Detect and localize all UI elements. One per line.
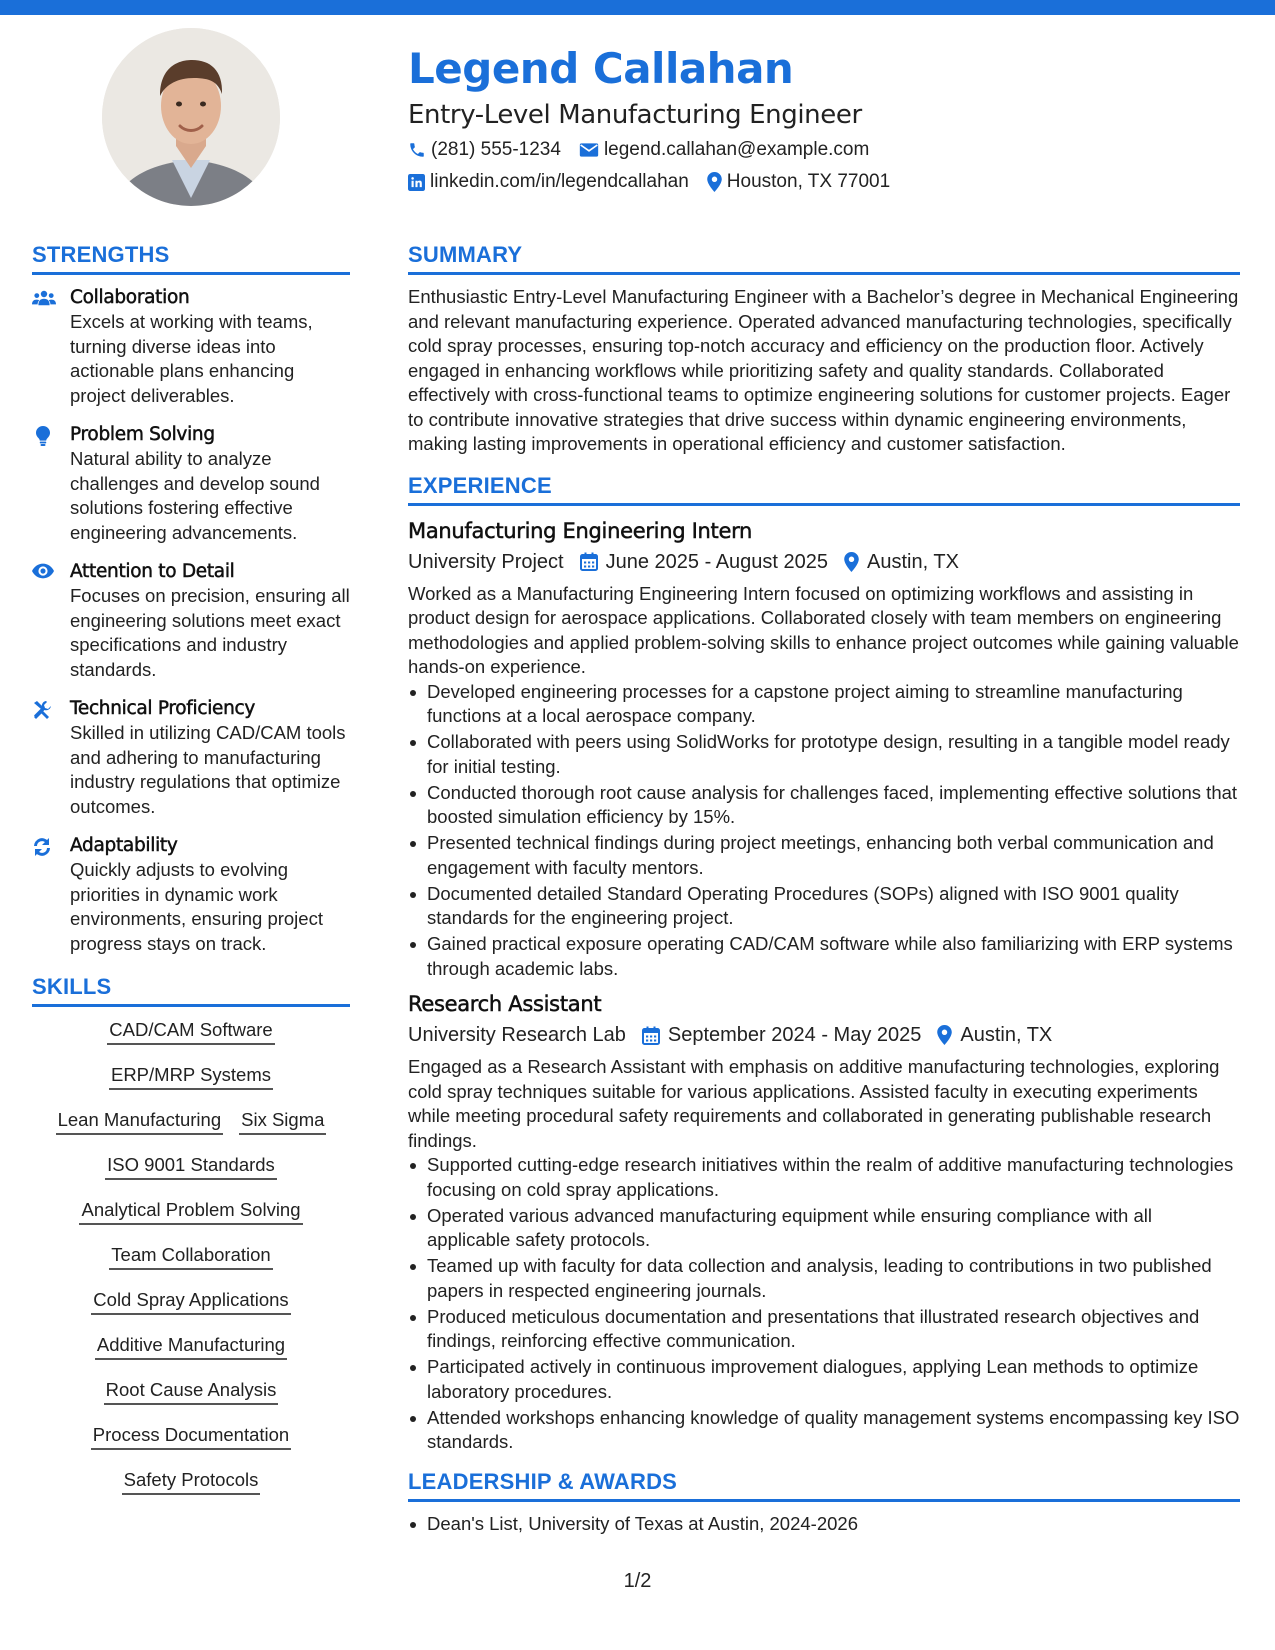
job-dates bbox=[642, 1019, 922, 1051]
list-item: Attended workshops enhancing knowledge of quality management systems encompassing key ISO standards. bbox=[408, 1406, 1240, 1455]
list-item: Presented technical findings during project meetings, enhancing both verbal communication and engagement with faculty mentors. bbox=[408, 831, 1240, 880]
skills-list bbox=[32, 1017, 350, 1512]
job-org-text: University Research Lab bbox=[408, 1024, 626, 1046]
skill-tag: Team Collaboration bbox=[109, 1242, 272, 1270]
profile-photo-illustration bbox=[102, 28, 280, 206]
lightbulb-icon bbox=[36, 426, 50, 446]
map-pin-icon bbox=[937, 1025, 952, 1045]
calendar-icon bbox=[580, 552, 598, 571]
contact-row-2 bbox=[408, 166, 1238, 198]
tools-icon bbox=[32, 700, 52, 720]
strength-desc: Natural ability to analyze challenges and develop sound solutions fostering effective engineering advancements. bbox=[70, 448, 320, 543]
job-location-text: Austin, TX bbox=[867, 550, 959, 573]
strength-title: Collaboration bbox=[70, 287, 190, 308]
job-entry bbox=[408, 989, 1240, 1455]
strength-desc: Skilled in utilizing CAD/CAM tools and adhering to manufacturing industry regulations that optimize outcomes. bbox=[70, 722, 346, 817]
strength-title: Problem Solving bbox=[70, 424, 215, 445]
page-number: 1/2 bbox=[623, 1570, 652, 1592]
skill-tag: ISO 9001 Standards bbox=[105, 1152, 277, 1180]
skills-heading: SKILLS bbox=[32, 970, 350, 1007]
strength-item bbox=[32, 696, 350, 819]
top-accent-bar bbox=[0, 0, 1275, 15]
job-dates-text: June 2025 - August 2025 bbox=[605, 550, 829, 573]
candidate-name: Legend Callahan bbox=[408, 44, 794, 93]
job-org bbox=[408, 1019, 626, 1051]
eye-icon bbox=[32, 563, 54, 579]
strength-desc: Quickly adjusts to evolving priorities in dynamic work environments, ensuring project progress stays on track. bbox=[70, 859, 323, 954]
phone-text: (281) 555-1234 bbox=[431, 139, 561, 160]
skill-tag: Cold Spray Applications bbox=[91, 1287, 290, 1315]
profile-photo bbox=[102, 28, 280, 206]
job-bullets bbox=[408, 1153, 1240, 1455]
map-pin-icon bbox=[844, 552, 859, 572]
email-icon bbox=[579, 142, 599, 158]
skill-tag: CAD/CAM Software bbox=[107, 1017, 274, 1045]
strength-item bbox=[32, 285, 350, 408]
skill-tag: Additive Manufacturing bbox=[95, 1332, 287, 1360]
list-item: Teamed up with faculty for data collection and analysis, leading to contributions in two published papers in respected engineering journals. bbox=[408, 1254, 1240, 1303]
job-meta bbox=[408, 1019, 1240, 1051]
contact-email[interactable] bbox=[579, 139, 869, 161]
list-item: Supported cutting-edge research initiatives within the realm of additive manufacturing technologies focusing on cold spray applications. bbox=[408, 1153, 1240, 1202]
users-icon bbox=[32, 289, 56, 307]
list-item: Dean's List, University of Texas at Austin, 2024-2026 bbox=[408, 1512, 1240, 1537]
phone-icon bbox=[408, 141, 426, 159]
skill-tag: Safety Protocols bbox=[122, 1467, 261, 1495]
list-item: Collaborated with peers using SolidWorks for prototype design, resulting in a tangible model ready for initial testing. bbox=[408, 730, 1240, 779]
summary-heading: SUMMARY bbox=[408, 238, 1240, 275]
skill-tag: Six Sigma bbox=[239, 1107, 326, 1135]
refresh-icon bbox=[32, 837, 52, 857]
job-dates bbox=[580, 546, 828, 578]
email-text: legend.callahan@example.com bbox=[603, 139, 870, 160]
list-item: Operated various advanced manufacturing equipment while ensuring compliance with all applicable safety protocols. bbox=[408, 1204, 1240, 1253]
candidate-title: Entry-Level Manufacturing Engineer bbox=[408, 100, 862, 130]
list-item: Gained practical exposure operating CAD/CAM software while also familiarizing with ERP systems through academic labs. bbox=[408, 932, 1240, 981]
list-item: Documented detailed Standard Operating Procedures (SOPs) aligned with ISO 9001 quality standards for the engineering project. bbox=[408, 882, 1240, 931]
skill-tag: Process Documentation bbox=[91, 1422, 291, 1450]
job-location bbox=[937, 1019, 1052, 1051]
contact-row-1 bbox=[408, 134, 1238, 166]
list-item: Produced meticulous documentation and presentations that illustrated research objectives and findings, reinforcing effective communication. bbox=[408, 1305, 1240, 1354]
job-entry bbox=[408, 516, 1240, 982]
job-description: Worked as a Manufacturing Engineering Intern focused on optimizing workflows and assisting in product design for aerospace applications. Collaborated closely with team members on engineering methodologies and applied problem-solving skills to enhance project outcomes while gaining valuable hands-on experience. bbox=[408, 582, 1239, 677]
summary-text: Enthusiastic Entry-Level Manufacturing Engineer with a Bachelor’s degree in Mechanical Engineering and relevant manufacturing experience. Operated advanced manufacturing technologies, specifically cold spray processes, ensuring top-notch accuracy and efficiency on the production floor. Actively engaged in enhancing workflows while prioritizing safety and quality standards. Collaborated effectively with cross-functional teams to optimize engineering solutions for customer projects. Eager to contribute innovative strategies that drive success within dynamic engineering environments, making lasting improvements in operational efficiency and customer satisfaction. bbox=[408, 286, 1239, 454]
strength-title: Technical Proficiency bbox=[70, 698, 256, 719]
list-item: Developed engineering processes for a capstone project aiming to streamline manufacturing functions at a local aerospace company. bbox=[408, 680, 1240, 729]
map-pin-icon bbox=[707, 172, 722, 192]
skill-tag: Root Cause Analysis bbox=[104, 1377, 279, 1405]
strength-title: Adaptability bbox=[70, 835, 178, 856]
skill-tag: ERP/MRP Systems bbox=[109, 1062, 273, 1090]
linkedin-icon bbox=[408, 174, 425, 191]
job-org bbox=[408, 546, 564, 578]
list-item: Participated actively in continuous improvement dialogues, applying Lean methods to optimize laboratory procedures. bbox=[408, 1355, 1240, 1404]
leadership-list bbox=[408, 1512, 1240, 1537]
skill-tag: Analytical Problem Solving bbox=[79, 1197, 302, 1225]
job-title: Research Assistant bbox=[408, 992, 602, 1016]
job-bullets bbox=[408, 680, 1240, 982]
resume-header bbox=[408, 40, 1238, 198]
leadership-heading: LEADERSHIP & AWARDS bbox=[408, 1465, 1240, 1502]
job-title: Manufacturing Engineering Intern bbox=[408, 518, 753, 543]
linkedin-text: linkedin.com/in/legendcallahan bbox=[430, 171, 689, 192]
list-item: Conducted thorough root cause analysis for challenges faced, implementing effective solutions that boosted simulation efficiency by 15%. bbox=[408, 781, 1240, 830]
job-location bbox=[844, 546, 959, 578]
job-description: Engaged as a Research Assistant with emphasis on additive manufacturing technologies, exploring cold spray techniques suitable for various applications. Assisted faculty in executing experiments while meeting procedural safety requirements and collaborated in generating publishable research findings. bbox=[408, 1056, 1220, 1151]
strengths-heading: STRENGTHS bbox=[32, 238, 350, 275]
contact-location bbox=[707, 171, 890, 193]
contact-phone[interactable] bbox=[408, 139, 561, 161]
skill-tag: Lean Manufacturing bbox=[56, 1107, 224, 1135]
location-text: Houston, TX 77001 bbox=[726, 171, 891, 192]
strength-item bbox=[32, 422, 350, 545]
contact-linkedin[interactable] bbox=[408, 171, 689, 193]
strength-item bbox=[32, 833, 350, 956]
strength-desc: Excels at working with teams, turning diverse ideas into actionable plans enhancing project deliverables. bbox=[70, 311, 313, 406]
experience-heading: EXPERIENCE bbox=[408, 469, 1240, 506]
calendar-icon bbox=[642, 1026, 660, 1045]
job-location-text: Austin, TX bbox=[960, 1024, 1053, 1046]
right-column bbox=[408, 238, 1240, 1538]
strength-item bbox=[32, 559, 350, 682]
job-org-text: University Project bbox=[408, 550, 564, 573]
strength-desc: Focuses on precision, ensuring all engineering solutions meet exact specifications and industry standards. bbox=[70, 585, 350, 680]
job-dates-text: September 2024 - May 2025 bbox=[667, 1024, 922, 1046]
strength-title: Attention to Detail bbox=[70, 561, 235, 582]
left-column bbox=[32, 238, 350, 1512]
job-meta bbox=[408, 546, 1240, 578]
